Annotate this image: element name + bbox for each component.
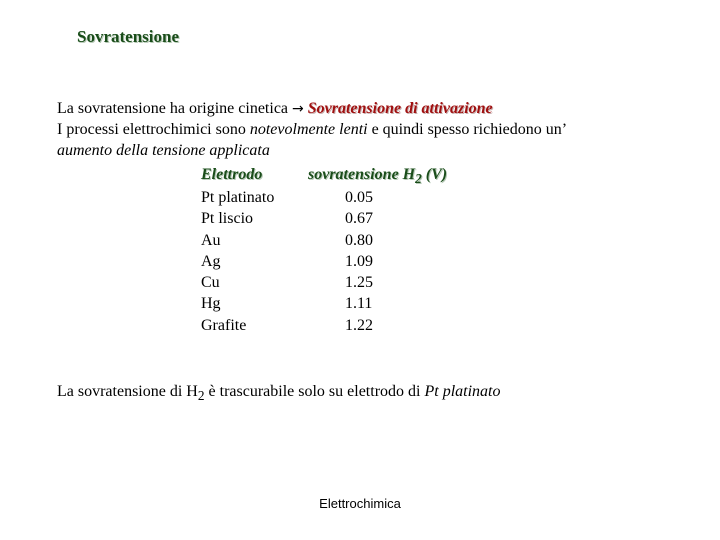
conclusion-text-mid: è trascurabile solo su elettrodo di [204,383,425,400]
table-cell-electrode: Au [201,231,221,249]
table-header-overvoltage-unit: (V) [421,166,448,183]
overvoltage-table [201,187,405,336]
table-row [201,272,405,293]
intro-line-2-text: I processi elettrochimici sono [57,121,250,138]
intro-line-2-italic: notevolmente lenti [249,121,368,138]
footer-label: Elettrochimica [319,496,401,511]
table-row [201,315,405,336]
table-cell-electrode: Grafite [201,316,247,334]
intro-line-1-text: La sovratensione ha origine cinetica [57,100,293,117]
arrow-right-icon: → [292,101,304,117]
table-cell-electrode: Pt platinato [201,189,275,206]
table-cell-value: 1.09 [345,252,373,270]
conclusion-text: La sovratensione di H [57,383,198,400]
intro-line-2-rest: e quindi spesso richiedono un’ [367,121,568,138]
table-row [201,251,405,272]
table-cell-electrode: Cu [201,274,220,292]
table-header-overvoltage-subscript: 2 [415,171,422,187]
table-cell-electrode: Ag [201,252,221,270]
table-header-electrode: Elettrodo [201,166,263,183]
table-cell-electrode: Hg [201,295,221,313]
slide-title: Sovratensione [77,27,179,46]
table-header-overvoltage [308,166,447,187]
table-row [201,293,405,314]
table-cell-value: 0.67 [345,210,373,228]
table-cell-value: 1.11 [345,295,373,313]
table-cell-value: 1.22 [345,316,373,334]
table-cell-value: 1.25 [345,274,373,292]
table-cell-electrode: Pt liscio [201,210,254,228]
conclusion-line [57,381,500,406]
table-row [201,230,405,251]
conclusion-subscript: 2 [197,388,205,404]
table-cell-value: 0.05 [345,189,373,206]
intro-line-1 [57,98,493,120]
conclusion-italic: Pt platinato [424,383,501,400]
table-row [201,208,405,229]
intro-line-3: aumento della tensione applicata [57,142,270,159]
table-header-overvoltage-text: sovratensione H [308,166,416,183]
activation-overvoltage-term: Sovratensione di attivazione [307,100,493,117]
table-cell-value: 0.80 [345,231,373,249]
intro-line-2 [57,119,567,140]
table-row [201,187,405,208]
